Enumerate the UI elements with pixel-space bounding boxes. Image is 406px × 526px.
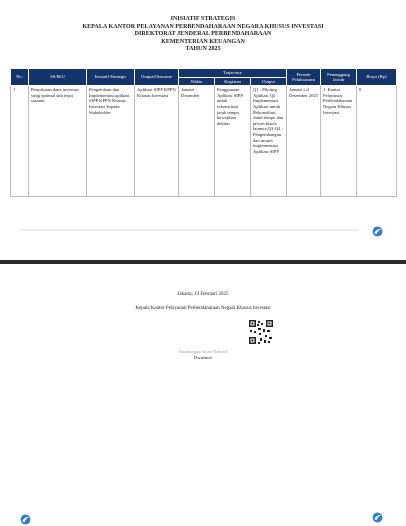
signature-position: Kepala Kantor Pelayanan Perbendaharaan Negara Khusus Investasi bbox=[135, 306, 271, 311]
kemenkeu-swoosh-icon bbox=[372, 226, 383, 237]
office-name: KEPALA KANTOR PELAYANAN PERBENDAHARAAN NEGARA KHUSUS INVESTASI bbox=[82, 23, 324, 30]
document-page-2 bbox=[0, 264, 406, 526]
col-header-inisiatif: Inisiatif Strategis bbox=[87, 69, 135, 86]
signature-name: Dwinanto bbox=[193, 355, 213, 360]
col-header-trajectory: Trajectory bbox=[179, 69, 287, 78]
cell-inisiatif: Pengelolaan dan Implementasi aplikasi SIPP KPPN Khusus Investasi kepada Stakeholder bbox=[87, 86, 135, 197]
cell-pj: 1. Kantor Pelayanan Perbendaharaan Negara Khusus Investasi bbox=[321, 86, 357, 197]
table-row bbox=[11, 86, 397, 197]
col-header-waktu: Waktu bbox=[179, 77, 215, 86]
cell-output: Aplikasi SIPP KPPN Khusus Investasi bbox=[135, 86, 179, 197]
col-header-output: Output/Outcome bbox=[135, 69, 179, 86]
document-titles bbox=[0, 16, 406, 54]
col-header-pj: Penanggung Jawab bbox=[321, 69, 357, 86]
signature-electronic-note: Ditandatangani Secara Elektronik bbox=[178, 350, 228, 354]
col-header-kegiatan: Kegiatan bbox=[215, 77, 251, 86]
col-header-no: No. bbox=[11, 69, 29, 86]
cell-waktu: Januari - Desember bbox=[179, 86, 215, 197]
ministry-name: KEMENTERIAN KEUANGAN bbox=[161, 38, 245, 45]
footer-watermark-graphic bbox=[20, 228, 360, 232]
cell-periode: Januari s.d Desember 2025 bbox=[287, 86, 321, 197]
kemenkeu-swoosh-icon bbox=[372, 512, 383, 523]
document-title: INISIATIF STRATEGIS bbox=[170, 16, 236, 22]
cell-ss-iku: Penyaluran dana investasi yang optimal dan tepat sasaran bbox=[29, 86, 87, 197]
footer-watermark-line bbox=[20, 228, 360, 233]
document-year: TAHUN 2025 bbox=[185, 46, 221, 53]
qr-code-icon bbox=[248, 319, 274, 345]
col-header-output-sub: Output bbox=[251, 77, 287, 86]
signature-place-date: Jakarta, 14 Februari 2025 bbox=[177, 292, 229, 297]
cell-kegiatan: Penggunaan Aplikasi SIPP untuk rekonsiliasi jatuh tempo kewajiban debitur bbox=[215, 86, 251, 197]
cell-output-sub: Q1 : Piloting Aplikasi Q2 : Implementasi Aplikasi untuk Rekonsiliasi Jatuh tempo dan proses bisnis lainnya Q3-Q4 : Pengembangan dan monev implementasi Aplikasi SIPP bbox=[251, 86, 287, 197]
directorate-name: DIREKTORAT JENDERAL PERBENDAHARAAN bbox=[134, 31, 272, 38]
cell-biaya: 0 bbox=[357, 86, 397, 197]
strategic-initiative-table bbox=[10, 68, 397, 197]
document-page-1 bbox=[0, 0, 406, 260]
col-header-biaya: Biaya (Rp) bbox=[357, 69, 397, 86]
col-header-ss-iku: SS/IKU bbox=[29, 69, 87, 86]
cell-no: 1 bbox=[11, 86, 29, 197]
kemenkeu-swoosh-icon bbox=[20, 514, 31, 525]
col-header-periode: Periode Pelaksanaan bbox=[287, 69, 321, 86]
